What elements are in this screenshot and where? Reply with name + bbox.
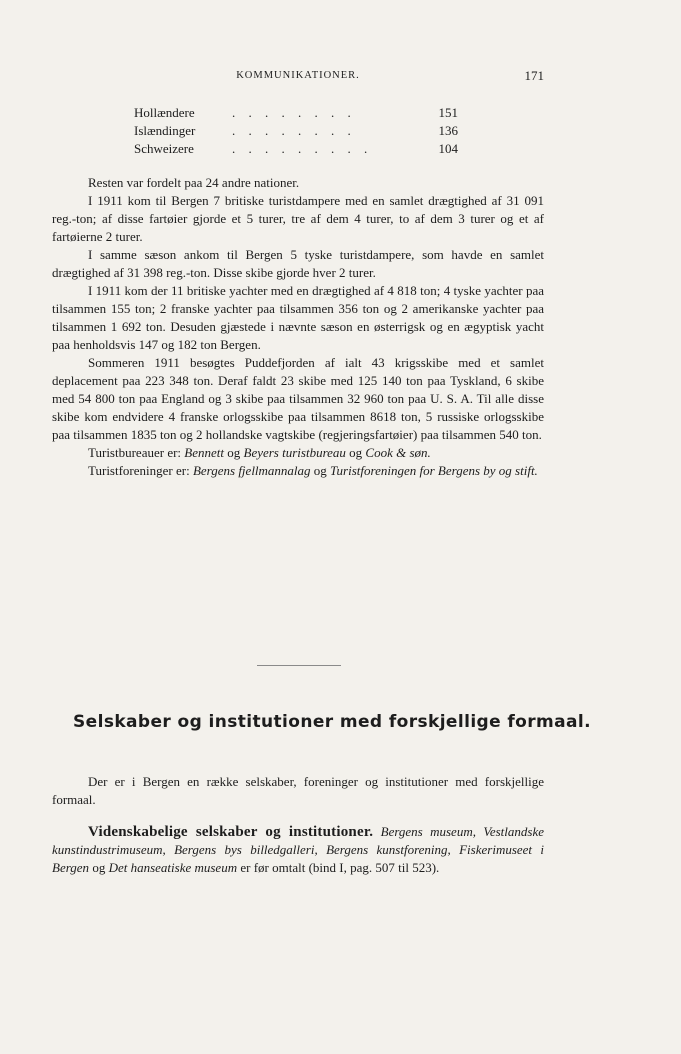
paragraph-tourist-bureaus [52, 444, 544, 462]
conjunction: og [349, 445, 363, 460]
scientific-institutions-list: Bergens museum, Vestlandske kunstindustrimuseum, Bergens bys billedgalleri, Bergens kunstforening, Fiskerimuseet i Bergen [52, 824, 544, 875]
body-text [52, 174, 544, 480]
tally-count: 104 [438, 141, 458, 156]
association-fjellmannalag: Bergens fjellmannalag [192, 463, 311, 478]
tally-nationality: Schweizere [134, 141, 194, 156]
tally-leader-dots: . . . . . . . . . [232, 141, 373, 156]
tally-nationality: Islændinger [134, 123, 196, 138]
hanseatic-museum: Det hanseatiske museum [108, 860, 238, 875]
tally-nationality: Hollændere [134, 105, 195, 120]
bureau-beyers: Beyers turistbureau [243, 445, 346, 460]
tally-count: 151 [438, 105, 458, 120]
paragraph-german-steamers: I samme sæson ankom til Bergen 5 tyske turistdampere, som havde en samlet drægtighed af 31 398 reg.-ton. Disse skibe gjorde hver 2 turer. [52, 247, 544, 280]
tally-leader-dots: . . . . . . . . [232, 123, 356, 138]
paragraph-yachts: I 1911 kom der 11 britiske yachter med en drægtighed af 4 818 ton; 4 tyske yachter paa tilsammen 155 ton; 2 franske yachter paa tilsammen 356 ton og 2 amerikanske yachter paa tilsammen 1 692 ton. Desuden gjæstede i nævnte sæson en østerrigsk og en ægyptisk yacht paa henholdsvis 147 og 182 ton Bergen. [52, 283, 544, 352]
tally-leader-dots: . . . . . . . . [232, 105, 356, 120]
tally-row [134, 104, 458, 122]
running-head [52, 70, 544, 88]
section-title: Selskaber og institutioner med forskjellige formaal. [73, 712, 591, 732]
bureau-cook: Cook & søn. [365, 445, 431, 460]
scientific-reference: er før omtalt (bind I, pag. 507 til 523). [240, 860, 440, 875]
tally-count: 136 [438, 123, 458, 138]
paragraph-tourist-associations [52, 462, 544, 480]
section-intro: Der er i Bergen en række selskaber, foreninger og institutioner med forskjellige formaal. [52, 774, 544, 807]
conjunction: og [92, 860, 106, 875]
paragraph-remaining-nations: Resten var fordelt paa 24 andre nationer. [88, 175, 300, 190]
tally-row [134, 122, 458, 140]
nationality-tally [134, 104, 458, 158]
section-divider [257, 665, 341, 666]
scientific-societies-heading: Videnskabelige selskaber og institutioner. [88, 824, 374, 840]
conjunction: og [313, 463, 327, 478]
paragraph-warships: Sommeren 1911 besøgtes Puddefjorden af ialt 43 krigsskibe med et samlet deplacement paa 223 348 ton. Deraf faldt 23 skibe med 125 140 ton paa Tyskland, 6 skibe med 54 800 ton paa England og 3 skibe paa tilsammen 32 960 ton paa U. S. A. Til alle disse skibe kom endvidere 4 franske orlogsskibe paa tilsammen 8618 ton, 5 russiske orlogsskibe paa tilsammen 1835 ton og 2 hollandske vagtskibe (regjeringsfartøier) paa tilsammen 540 ton. [52, 355, 544, 442]
conjunction: og [227, 445, 241, 460]
paragraph-scientific-societies [52, 823, 544, 877]
tally-row [134, 140, 458, 158]
running-head-title: KOMMUNIKATIONER. [236, 70, 360, 81]
paragraph-british-steamers: I 1911 kom til Bergen 7 britiske turistdampere med en samlet drægtighed af 31 091 reg.-ton; af disse fartøier gjorde et 5 turer, tre af dem 4 turer, to af dem 3 turer og et af fartøierne 2 turer. [52, 193, 544, 244]
tourist-bureaus-label: Turistbureauer er: [88, 445, 182, 460]
bureau-bennett: Bennett [184, 445, 224, 460]
tourist-associations-label: Turistforeninger er: [88, 463, 190, 478]
page-number: 171 [524, 68, 544, 83]
section-body [52, 773, 544, 877]
association-turistforeningen: Turistforeningen for Bergens by og stift. [330, 463, 538, 478]
